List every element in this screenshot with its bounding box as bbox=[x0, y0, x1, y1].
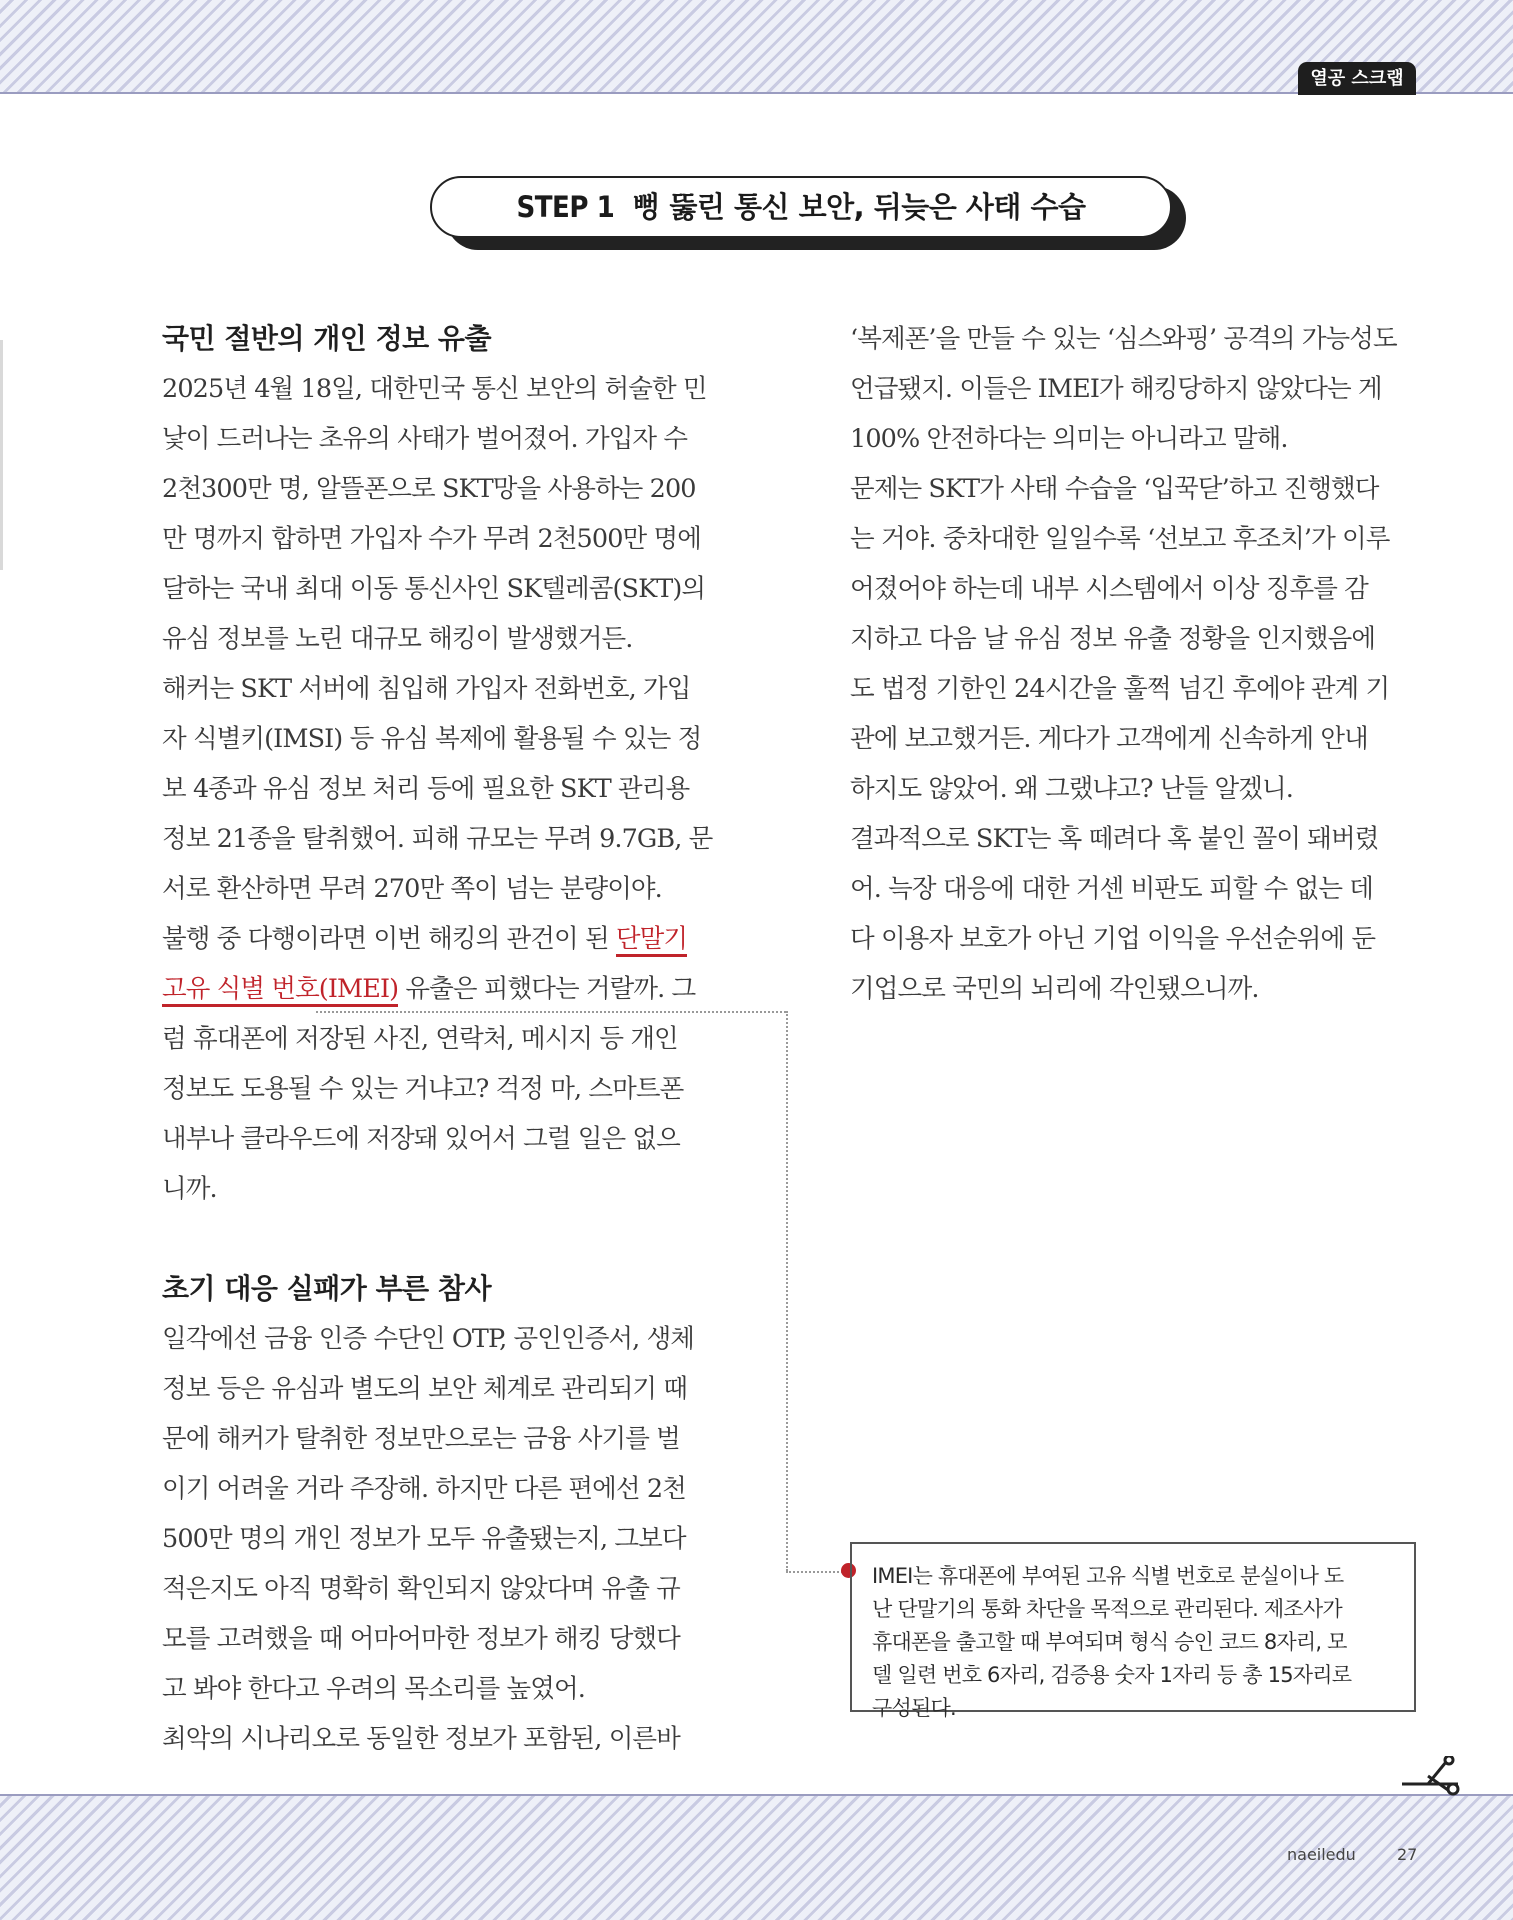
body-line: 지하고 다음 날 유심 정보 유출 정황을 인지했음에 bbox=[850, 624, 1376, 654]
scissors-icon bbox=[1398, 1756, 1464, 1796]
body-line: 어졌어야 하는데 내부 시스템에서 이상 징후를 감 bbox=[850, 574, 1368, 604]
body-line: 2천300만 명, 알뜰폰으로 SKT망을 사용하는 200 bbox=[162, 474, 696, 504]
body-line: 서로 환산하면 무려 270만 쪽이 넘는 분량이야. bbox=[162, 874, 662, 904]
section-heading: 초기 대응 실패가 부른 참사 bbox=[162, 1272, 492, 1305]
body-line: 정보도 도용될 수 있는 거냐고? 걱정 마, 스마트폰 bbox=[162, 1074, 684, 1104]
footer-brand: naeiledu bbox=[1287, 1845, 1356, 1864]
note-line: 휴대폰을 출고할 때 부여되며 형식 승인 코드 8자리, 모 bbox=[872, 1630, 1347, 1654]
body-line bbox=[162, 964, 752, 1014]
body-line: 이기 어려울 거라 주장해. 하지만 다른 편에선 2천 bbox=[162, 1474, 686, 1504]
body-line: 고 봐야 한다고 우려의 목소리를 높였어. bbox=[162, 1674, 585, 1704]
bottom-rule bbox=[0, 1794, 1513, 1796]
note-line: 난 단말기의 통화 차단을 목적으로 관리된다. 제조사가 bbox=[872, 1597, 1342, 1621]
page-number: 27 bbox=[1397, 1845, 1418, 1864]
body-line: 모를 고려했을 때 어마어마한 정보가 해킹 당했다 bbox=[162, 1624, 680, 1654]
section-heading: 국민 절반의 개인 정보 유출 bbox=[162, 322, 492, 355]
body-line: 정보 21종을 탈취했어. 피해 규모는 무려 9.7GB, 문 bbox=[162, 824, 713, 854]
callout-connector bbox=[316, 1011, 786, 1013]
body-line: 최악의 시나리오로 동일한 정보가 포함된, 이른바 bbox=[162, 1724, 680, 1754]
body-line: 만 명까지 합하면 가입자 수가 무려 2천500만 명에 bbox=[162, 524, 701, 554]
body-line: 는 거야. 중차대한 일일수록 ‘선보고 후조치’가 이루 bbox=[850, 524, 1390, 554]
step-title: 뻥 뚫린 통신 보안, 뒤늦은 사태 수습 bbox=[632, 190, 1086, 224]
body-line: 정보 등은 유심과 별도의 보안 체계로 관리되기 때 bbox=[162, 1374, 688, 1404]
body-line: 500만 명의 개인 정보가 모두 유출됐는지, 그보다 bbox=[162, 1524, 686, 1554]
body-line: 2025년 4월 18일, 대한민국 통신 보안의 허술한 민 bbox=[162, 374, 707, 404]
note-line: 구성된다. bbox=[872, 1696, 956, 1720]
body-line: 내부나 클라우드에 저장돼 있어서 그럴 일은 없으 bbox=[162, 1124, 680, 1154]
left-column bbox=[162, 314, 752, 1764]
step-number: STEP 1 bbox=[516, 190, 615, 224]
body-line: 적은지도 아직 명확히 확인되지 않았다며 유출 규 bbox=[162, 1574, 680, 1604]
body-line: 하지도 않았어. 왜 그랬냐고? 난들 알겠니. bbox=[850, 774, 1293, 804]
left-margin-mark bbox=[0, 340, 3, 570]
paragraph-gap bbox=[162, 1214, 752, 1264]
body-text: 유출은 피했다는 거랄까. 그 bbox=[398, 974, 696, 1004]
body-line: 문제는 SKT가 사태 수습을 ‘입꾹닫’하고 진행했다 bbox=[850, 474, 1379, 504]
body-line: 해커는 SKT 서버에 침입해 가입자 전화번호, 가입 bbox=[162, 674, 691, 704]
body-text: 불행 중 다행이라면 이번 해킹의 관건이 된 bbox=[162, 924, 616, 954]
body-line: 달하는 국내 최대 이동 통신사인 SK텔레콤(SKT)의 bbox=[162, 574, 706, 604]
body-line: 유심 정보를 노린 대규모 해킹이 발생했거든. bbox=[162, 624, 633, 654]
right-column bbox=[850, 314, 1420, 1014]
body-line: 일각에선 금융 인증 수단인 OTP, 공인인증서, 생체 bbox=[162, 1324, 695, 1354]
imei-highlight-term: 단말기 bbox=[616, 924, 687, 957]
body-line: 관에 보고했거든. 게다가 고객에게 신속하게 안내 bbox=[850, 724, 1368, 754]
callout-connector bbox=[786, 1571, 846, 1573]
top-stripe-band bbox=[0, 0, 1513, 92]
body-line bbox=[162, 914, 752, 964]
body-line: 다 이용자 보호가 아닌 기업 이익을 우선순위에 둔 bbox=[850, 924, 1376, 954]
note-line: 델 일련 번호 6자리, 검증용 숫자 1자리 등 총 15자리로 bbox=[872, 1663, 1352, 1687]
body-line: ‘복제폰’을 만들 수 있는 ‘심스와핑’ 공격의 가능성도 bbox=[850, 324, 1397, 354]
body-line: 낯이 드러나는 초유의 사태가 벌어졌어. 가입자 수 bbox=[162, 424, 688, 454]
body-line: 언급됐지. 이들은 IMEI가 해킹당하지 않았다는 게 bbox=[850, 374, 1382, 404]
body-line: 니까. bbox=[162, 1174, 217, 1204]
body-line: 도 법정 기한인 24시간을 훌쩍 넘긴 후에야 관계 기 bbox=[850, 674, 1390, 704]
imei-note-box bbox=[850, 1542, 1416, 1720]
callout-connector bbox=[786, 1011, 788, 1571]
imei-highlight-term: 고유 식별 번호(IMEI) bbox=[162, 974, 398, 1007]
body-line: 100% 안전하다는 의미는 아니라고 말해. bbox=[850, 424, 1288, 454]
step-banner bbox=[430, 176, 1172, 238]
body-line: 보 4종과 유심 정보 처리 등에 필요한 SKT 관리용 bbox=[162, 774, 690, 804]
note-line: IMEI는 휴대폰에 부여된 고유 식별 번호로 분실이나 도 bbox=[872, 1564, 1344, 1588]
body-line: 자 식별키(IMSI) 등 유심 복제에 활용될 수 있는 정 bbox=[162, 724, 702, 754]
body-line: 문에 해커가 탈취한 정보만으로는 금융 사기를 벌 bbox=[162, 1424, 680, 1454]
section-tag: 열공 스크랩 bbox=[1298, 62, 1416, 95]
body-line: 기업으로 국민의 뇌리에 각인됐으니까. bbox=[850, 974, 1259, 1004]
body-line: 어. 늑장 대응에 대한 거센 비판도 피할 수 없는 데 bbox=[850, 874, 1373, 904]
top-rule bbox=[0, 92, 1513, 94]
body-line: 결과적으로 SKT는 혹 떼려다 혹 붙인 꼴이 돼버렸 bbox=[850, 824, 1379, 854]
body-line: 럼 휴대폰에 저장된 사진, 연락처, 메시지 등 개인 bbox=[162, 1024, 678, 1054]
